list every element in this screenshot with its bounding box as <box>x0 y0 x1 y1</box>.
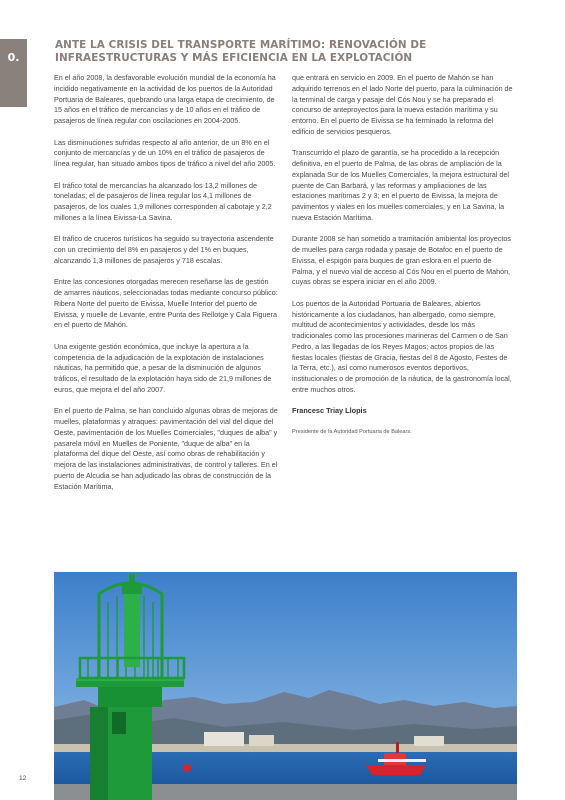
paragraph: Las disminuciones sufridas respecto al año anterior, de un 8% en el conjunto de mercancías y de un 10% en el tráfico de pasajeros de línea regular, han situado ambos tipos de tráfico a nivel del año 2005. <box>54 137 276 168</box>
signature-name: Francesc Triay Llopis <box>292 406 367 416</box>
right-column <box>292 73 514 447</box>
paragraph: Una exigente gestión económica, que incluye la apertura a la competencia de la adjudicación de la explotación de instalaciones náuticas, ha permitido que, a pesar de la disminución de algunos tráficos, el resultado de la explotación haya sido de 21,9 millones de euros, que mejora el del año 2007. <box>54 341 272 394</box>
red-buoy <box>183 764 191 772</box>
paragraph: Durante 2008 se han sometido a tramitación ambiental los proyectos de muelles para carga rodada y pasaje de Botafoc en el puerto de Eivissa, el espigón para buques de gran eslora en el puerto de Palma, y el nuevo vial de acceso al Cós Nou en el puerto de Mahón, cuyas obras se espera iniciar en el año 2009. <box>292 234 511 287</box>
page-number: 12 <box>19 775 27 782</box>
paragraph: que entrará en servicio en 2009. En el puerto de Mahón se han adquirido terrenos en el lado Norte del puerto, para la culminación de la terminal de carga y pasaje del Cós Nou y se ha preparado el concurso de anteproyectos para la nueva estación marítima y su entorno. En el puerto de Eivissa se ha terminado la reforma del edificio de servicios pesqueros. <box>292 73 513 136</box>
lighthouse-photo <box>54 572 517 800</box>
page-title: ANTE LA CRISIS DEL TRANSPORTE MARÍTIMO: RENOVACIÓN DE INFRAESTRUCTURAS Y MÁS EFICIENCIA EN LA EXPLOTACIÓN <box>55 39 427 64</box>
section-number: 0. <box>7 51 20 64</box>
signature-role: Presidente de la Autoridad Portuaria de Balears. <box>292 428 412 435</box>
paragraph: El tráfico total de mercancías ha alcanzado los 13,2 millones de toneladas; el de pasajeros de línea regular los 4,1 millones de pasajeros, de los cuales 1,9 millones corresponden al cabotaje y 2,2 millones a la línea Eivissa-La Savina. <box>54 180 272 222</box>
paragraph: Transcurrido el plazo de garantía, se ha procedido a la recepción definitiva, en el puerto de Palma, de las obras de ampliación de la explanada Sur de los Muelles Comerciales, la mejora estructural del puente de Can Barbará, y las reformas y ampliaciones de las estaciones marítimas 2 y 3; en el puerto de Eivissa, la mejora de pavimentos y viales en los muelles comerciales, y en La Savina, la nueva Estación Marítima. <box>292 148 509 222</box>
paragraph: Entre las concesiones otorgadas merecen reseñarse las de gestión de amarres náuticos, seleccionadas todas mediante concurso público: Ribera Norte del puerto de Eivissa, Muelle Interior del puerto de Eivissa, y muelle de Levante, entre Punta des Rellotge y Cala Figuera en el puerto de Mahón. <box>54 277 278 330</box>
paragraph: Los puertos de la Autoridad Portuaria de Baleares, abiertos históricamente a los ciudadanos, han albergado, como siempre, multitud de acontecimientos y actividades, desde los más tradicionales como las procesiones marineras del Carmen o de San Pedro, a las llegadas de los Reyes Magos; actos propios de las fiestas locales (fiestas de Gracia, fiestas del 8 de Agosto, Festes de la Terra, etc.), así como numerosos eventos deportivos, institucionales o de promoción de la náutica, de la gastronomía local, entre muchos otros. <box>292 298 512 394</box>
paragraph: El tráfico de cruceros turísticos ha seguido su trayectoria ascendente con un crecimiento del 8% en pasajeros y del 1% en buques, alcanzando 1,3 millones de pasajeros y 718 escalas. <box>54 234 274 265</box>
paragraph: En el puerto de Palma, se han concluido algunas obras de mejoras de muelles, plataformas y atraques: pavimentación del vial del dique del Oeste, pavimentación de los Muelles Comerciales, "duques de alba" y pasarela móvil en Muelles de Poniente, "duque de alba" en la plataforma del dique del Oeste, así como obras de rehabilitación y mejora de las instalaciones administrativas, de control y talleres. En el puerto de Alcudia se han adjudicado las obras de construcción de la Estación Marítima, <box>54 406 278 491</box>
left-column <box>54 73 278 503</box>
section-number-tab <box>0 39 27 107</box>
paragraph: En el año 2008, la desfavorable evolución mundial de la economía ha incidido negativamente en la actividad de los puertos de la Autoridad Portuaria de Baleares, quebrando una larga etapa de crecimiento, de 15 años en el tráfico de mercancías y de 10 años en el tráfico de pasajeros de línea regular con oscilaciones en 2004-2005. <box>54 73 276 125</box>
